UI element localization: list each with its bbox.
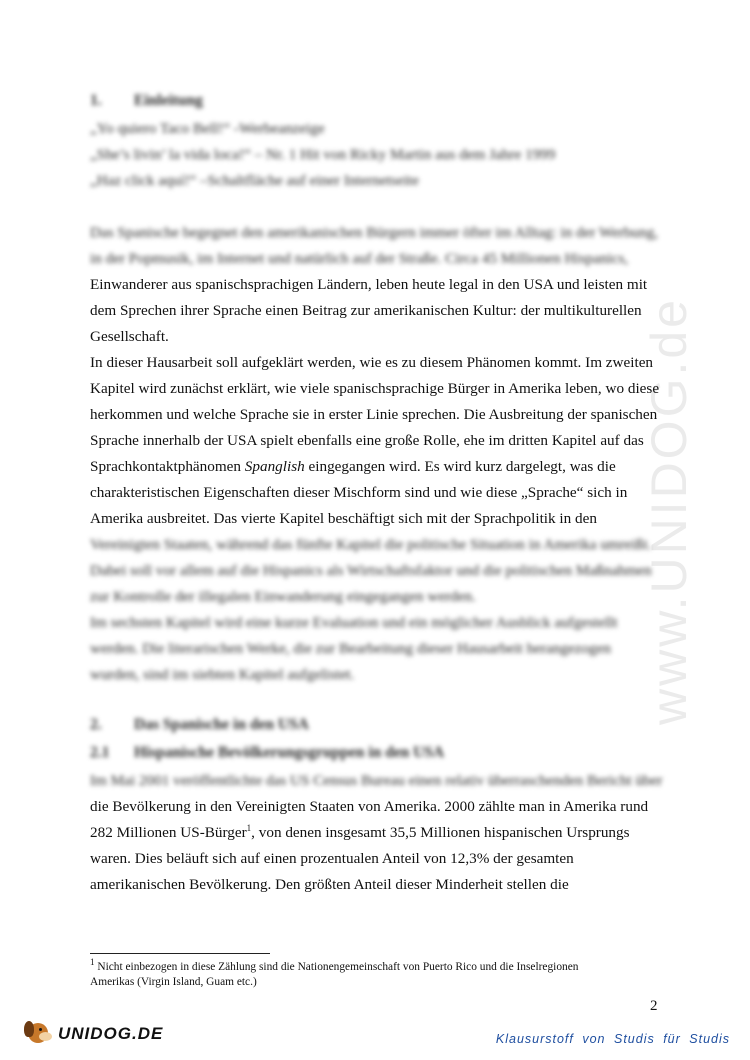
quote-1: „Yo quiero Taco Bell!“ -Werbeanzeige (90, 120, 325, 137)
subsection-title: Hispanische Bevölkerungsgruppen in den USA (134, 744, 445, 761)
footnote-reference[interactable]: 1 (246, 822, 252, 833)
italic-term: Spanglish (244, 458, 305, 475)
paragraph-line: amerikanischen Bevölkerung. Den größten Anteil dieser Minderheit stellen die (90, 876, 569, 893)
paragraph-line: Kapitel wird zunächst erklärt, wie viele spanischsprachige Bürger in Amerika leben, wo diese (90, 380, 660, 397)
paragraph-line: Einwanderer aus spanischsprachigen Ländern, leben heute legal in den USA und leisten mit (90, 276, 648, 293)
paragraph-line: die Bevölkerung in den Vereinigten Staaten von Amerika. 2000 zählte man in Amerika rund (90, 798, 649, 815)
watermark: www.UNIDOG.de (641, 297, 697, 725)
section-number: 2. (90, 716, 102, 733)
page-number: 2 (650, 998, 658, 1014)
quote-3: „Haz click aquí!“ –Schaltfläche auf einer Internetseite (90, 172, 419, 189)
footnote-line-2: Amerikas (Virgin Island, Guam etc.) (90, 976, 257, 988)
paragraph-line: Sprache innerhalb der USA spielt ebenfalls eine große Rolle, ehe im dritten Kapitel auf das (90, 432, 644, 449)
paragraph-line: Das Spanische begegnet den amerikanischen Bürgern immer öfter im Alltag: in der Werbung, (90, 224, 659, 241)
paragraph-line: werden. Die literarischen Werke, die zur Bearbeitung dieser Hausarbeit herangezogen (90, 640, 611, 657)
paragraph-line: Vereinigten Staaten, während das fünfte Kapitel die politische Situation in Amerika umreißt. (90, 536, 652, 553)
paragraph-line: Dabei soll vor allem auf die Hispanics als Wirtschaftsfaktor und die politischen Maßnahmen (90, 562, 652, 579)
footnote-divider (90, 953, 270, 954)
paragraph-line (90, 458, 665, 476)
paragraph-line (90, 824, 665, 842)
paragraph-line: zur Kontrolle der illegalen Einwanderung eingegangen werden. (90, 588, 476, 605)
text-segment: Sprachkontaktphänomen (90, 458, 245, 475)
text-segment: 282 Millionen US-Bürger (90, 824, 247, 841)
subsection-number: 2.1 (90, 744, 110, 761)
section-heading-1 (90, 92, 665, 110)
paragraph-line: herkommen und welche Sprache sie in erster Linie sprechen. Die Ausbreitung der spanischen (90, 406, 658, 423)
paragraph-line: Amerika ausbreitet. Das vierte Kapitel beschäftigt sich mit der Sprachpolitik in den (90, 510, 597, 527)
tagline: Klausurstoff von Studis für Studis (495, 1032, 730, 1046)
section-title: Einleitung (134, 92, 203, 109)
paragraph-line: in der Popmusik, im Internet und natürlich auf der Straße. Circa 45 Millionen Hispanics, (90, 250, 629, 267)
section-title: Das Spanische in den USA (134, 716, 309, 733)
footnote-text: Nicht einbezogen in diese Zählung sind die Nationengemeinschaft von Puerto Rico und die Inselregionen (94, 961, 579, 973)
paragraph-line: Gesellschaft. (90, 328, 169, 345)
quote-2: „She’s livin’ la vida loca!“ – Nr. 1 Hit von Ricky Martin aus dem Jahre 1999 (90, 146, 556, 163)
paragraph-line: In dieser Hausarbeit soll aufgeklärt werden, wie es zu diesem Phänomen kommt. Im zweiten (90, 354, 654, 371)
footnote-marker: 1 (90, 957, 95, 968)
paragraph-line: Im Mai 2001 veröffentlichte das US Census Bureau einen relativ überraschenden Bericht über (90, 772, 663, 789)
text-segment: eingegangen wird. Es wird kurz dargelegt, was die (304, 458, 616, 475)
section-heading-2 (90, 716, 665, 734)
paragraph-line: waren. Dies beläuft sich auf einen prozentualen Anteil von 12,3% der gesamten (90, 850, 574, 867)
subsection-heading (90, 744, 665, 762)
paragraph-line: Im sechsten Kapitel wird eine kurze Evaluation und ein möglicher Ausblick aufgestellt (90, 614, 618, 631)
logo-text: UNIDOG.DE (58, 1024, 164, 1043)
footnote (90, 957, 690, 974)
dog-mascot-icon (24, 1019, 54, 1049)
paragraph-line: wurden, sind im siebten Kapitel aufgelistet. (90, 666, 355, 683)
paragraph-line: charakteristischen Eigenschaften dieser Mischform sind und wie diese „Sprache“ sich in (90, 484, 628, 501)
paragraph-line: dem Sprechen ihrer Sprache einen Beitrag zur amerikanischen Kultur: der multikulturellen (90, 302, 642, 319)
section-number: 1. (90, 92, 102, 109)
unidog-logo[interactable] (24, 1016, 164, 1052)
text-segment: , von denen insgesamt 35,5 Millionen hispanischen Ursprungs (251, 824, 630, 841)
